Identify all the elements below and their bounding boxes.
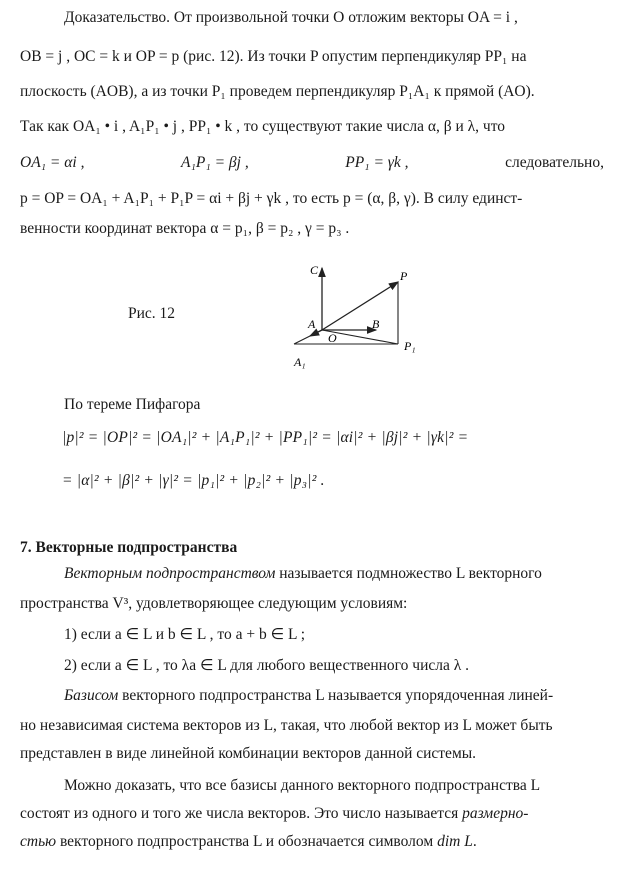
proof-line-2: OB = j , OC = k и OP = p (рис. 12). Из точки P опустим перпендикуляр PP₁ на — [20, 48, 527, 65]
vector-figure — [280, 262, 440, 372]
pythagoras-equation-1: |p|² = |OP|² = |OA₁|² + |A₁P₁|² + |PP₁|² = |αi|² + |βj|² + |γk|² = — [62, 429, 469, 446]
label-a: A — [308, 317, 316, 331]
term-dimension-part1: размерно- — [462, 805, 529, 822]
definition-line-1 — [64, 564, 604, 584]
label-p: P — [400, 269, 408, 283]
basis-line-1-rest: векторного подпространства L называется упорядоченная линей- — [118, 687, 554, 704]
eq-a1p1: A₁P₁ = βj , — [181, 154, 249, 171]
proof-line-1: Доказательство. От произвольной точки O отложим векторы OA = i , — [64, 9, 518, 26]
eq-pp1: PP₁ = γk , — [345, 154, 409, 171]
section-heading: 7. Векторные подпространства — [20, 539, 238, 556]
basis-line-3: представлен в виде линейной комбинации векторов данной системы. — [20, 745, 477, 762]
pythagoras-intro: По тереме Пифагора — [64, 396, 201, 413]
proof-line-3: плоскость (AOB), а из точки P₁ проведем перпендикуляр P₁A₁ к прямой (AO). — [20, 83, 535, 100]
dimension-line-2 — [20, 804, 604, 824]
dimension-line-2-text: состоят из одного и того же числа векторов. Это число называется — [20, 805, 463, 822]
dim-symbol: dim L — [437, 833, 473, 850]
vector-op — [322, 282, 398, 330]
dimension-line-1: Можно доказать, что все базисы данного векторного подпространства L — [64, 777, 541, 794]
term-basis: Базисом — [64, 687, 119, 704]
proof-line-4: Так как OA₁ • i , A₁P₁ • j , PP₁ • k , то существуют такие числа α, β и λ, что — [20, 118, 506, 135]
pythagoras-equation-2: = |α|² + |β|² + |γ|² = |p₁|² + |p₂|² + |p₃|² . — [62, 472, 325, 489]
therefore-word: следовательно, — [505, 154, 604, 171]
label-c: C — [310, 263, 319, 277]
condition-2: 2) если a ∈ L , то λa ∈ L для любого вещественного числа λ . — [64, 657, 469, 674]
definition-line-2: пространства V³, удовлетворяющее следующим условиям: — [20, 595, 408, 612]
condition-1: 1) если a ∈ L и b ∈ L , то a + b ∈ L ; — [64, 626, 306, 643]
label-a1: A₁ — [294, 355, 306, 369]
dimension-line-3 — [20, 832, 604, 852]
dimension-line-3-text: векторного подпространства L и обозначается символом — [56, 833, 438, 850]
proof-line-7: венности координат вектора α = p₁, β = p₂ , γ = p₃ . — [20, 220, 350, 237]
basis-line-2: но независимая система векторов из L, такая, что любой вектор из L может быть — [20, 717, 553, 734]
label-b: B — [372, 317, 380, 331]
dimension-line-3-end: . — [472, 833, 477, 850]
term-dimension-part2: стью — [20, 833, 57, 850]
definition-line-1-rest: называется подмножество L векторного — [275, 565, 542, 582]
figure-caption: Рис. 12 — [128, 305, 176, 322]
basis-line-1 — [64, 686, 604, 706]
proof-line-5 — [20, 153, 604, 173]
line-oa1 — [294, 330, 322, 344]
label-p1: P₁ — [404, 339, 416, 353]
term-vector-subspace: Векторным подпространством — [64, 565, 276, 582]
label-o: O — [328, 331, 337, 345]
proof-line-6: p = OP = OA₁ + A₁P₁ + P₁P = αi + βj + γk , то есть p = (α, β, γ). В силу единст- — [20, 190, 523, 207]
eq-oa1: OA₁ = αi , — [20, 154, 85, 171]
